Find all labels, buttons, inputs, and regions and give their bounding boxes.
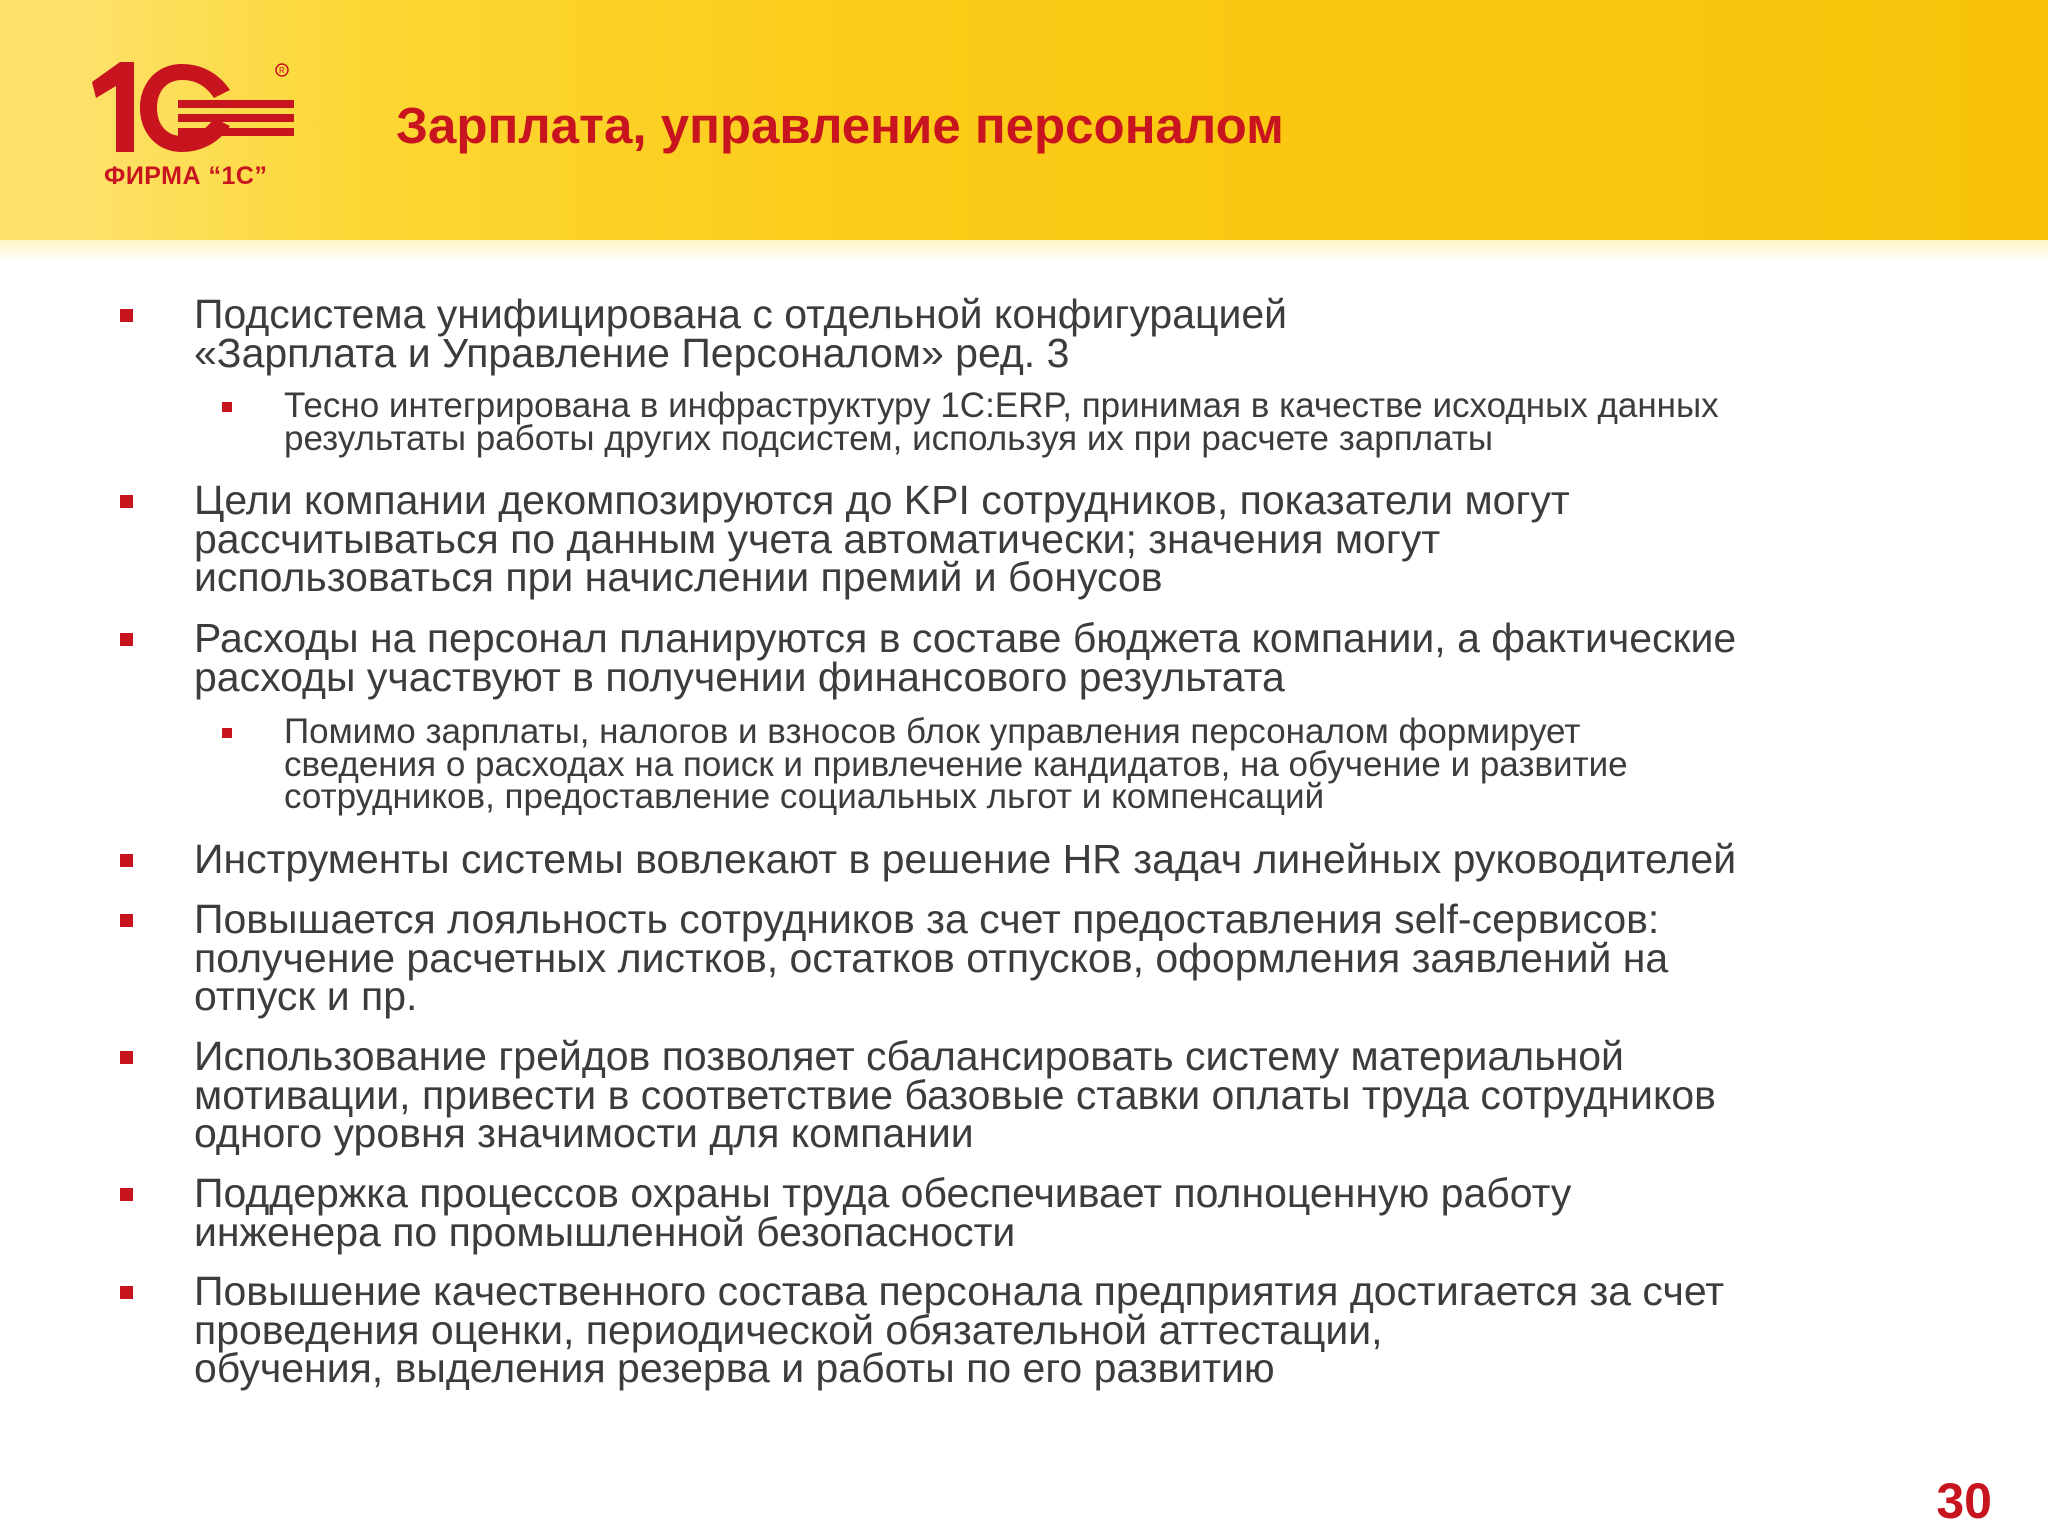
list-item-text: Инструменты системы вовлекают в решение HR задач линейных руководителей	[194, 836, 1737, 882]
list-item-text: «Зарплата и Управление Персоналом» ред. 3	[194, 329, 1070, 376]
sub-list-item-text: результаты работы других подсистем, используя их при расчете зарплаты	[284, 418, 1493, 458]
list-item-text: Поддержка процессов охраны труда обеспечивает полноценную работу	[194, 1170, 1572, 1216]
list-item	[194, 477, 1954, 600]
sub-list-item-text: сотрудников, предоставление социальных льгот и компенсаций	[284, 777, 1325, 816]
list-item-text: Расходы на персонал планируются в составе бюджета компании, а фактические	[194, 615, 1737, 661]
square-bullet-icon	[120, 309, 133, 322]
list-item-text: использоваться при начислении премий и бонусов	[194, 554, 1163, 600]
square-bullet-icon	[120, 633, 133, 646]
list-item-text: мотивации, привести в соответствие базовые ставки оплаты труда сотрудников	[194, 1071, 1716, 1118]
list-item-text: Повышается лояльность сотрудников за счет предоставления self-сервисов:	[194, 896, 1660, 942]
list-item-text: обучения, выделения резерва и работы по его развитию	[194, 1345, 1275, 1391]
list-item	[194, 1170, 1954, 1255]
list-item	[194, 836, 1954, 882]
list-item	[194, 615, 1954, 700]
square-bullet-icon	[120, 495, 133, 508]
list-item-text: Цели компании декомпозируются до KPI сотрудников, показатели могут	[194, 477, 1570, 523]
list-item-text: инженера по промышленной безопасности	[194, 1208, 1016, 1255]
square-bullet-icon	[222, 402, 232, 412]
square-bullet-icon	[120, 854, 133, 867]
list-item	[194, 1033, 1954, 1156]
sub-list-item	[284, 712, 1964, 816]
page-title: Зарплата, управление персоналом	[396, 97, 1284, 154]
list-item-text: получение расчетных листков, остатков отпусков, оформления заявлений на	[194, 934, 1669, 981]
list-item-text: одного уровня значимости для компании	[194, 1110, 974, 1156]
list-item-text: Использование грейдов позволяет сбалансировать систему материальной	[194, 1033, 1624, 1079]
list-item	[194, 896, 1954, 1019]
square-bullet-icon	[120, 1286, 133, 1299]
list-item	[194, 1268, 1954, 1391]
sub-list-item-text: Помимо зарплаты, налогов и взносов блок управления персоналом формирует	[284, 712, 1581, 751]
list-item-text: рассчитываться по данным учета автоматически; значения могут	[194, 515, 1441, 562]
list-item	[194, 291, 1954, 376]
sub-list-item	[284, 386, 1964, 458]
list-item-text: отпуск и пр.	[194, 973, 418, 1019]
svg-text:R: R	[279, 66, 285, 75]
square-bullet-icon	[222, 728, 232, 738]
list-item-text: Подсистема унифицирована с отдельной конфигурацией	[194, 291, 1288, 337]
list-item-text: Повышение качественного состава персонала предприятия достигается за счет	[194, 1268, 1725, 1314]
header-shadow	[0, 240, 2048, 262]
sub-list-item-text: сведения о расходах на поиск и привлечение кандидатов, на обучение и развитие	[284, 744, 1628, 784]
logo-caption: ФИРМА “1С”	[104, 162, 268, 190]
page-number: 30	[1936, 1473, 1992, 1529]
square-bullet-icon	[120, 1188, 133, 1201]
sub-list-item-text: Тесно интегрирована в инфраструктуру 1С:ERP, принимая в качестве исходных данных	[284, 386, 1719, 425]
list-item-text: проведения оценки, периодической обязательной аттестации,	[194, 1306, 1383, 1353]
list-item-text: расходы участвуют в получении финансового результата	[194, 653, 1285, 700]
square-bullet-icon	[120, 914, 133, 927]
square-bullet-icon	[120, 1051, 133, 1064]
